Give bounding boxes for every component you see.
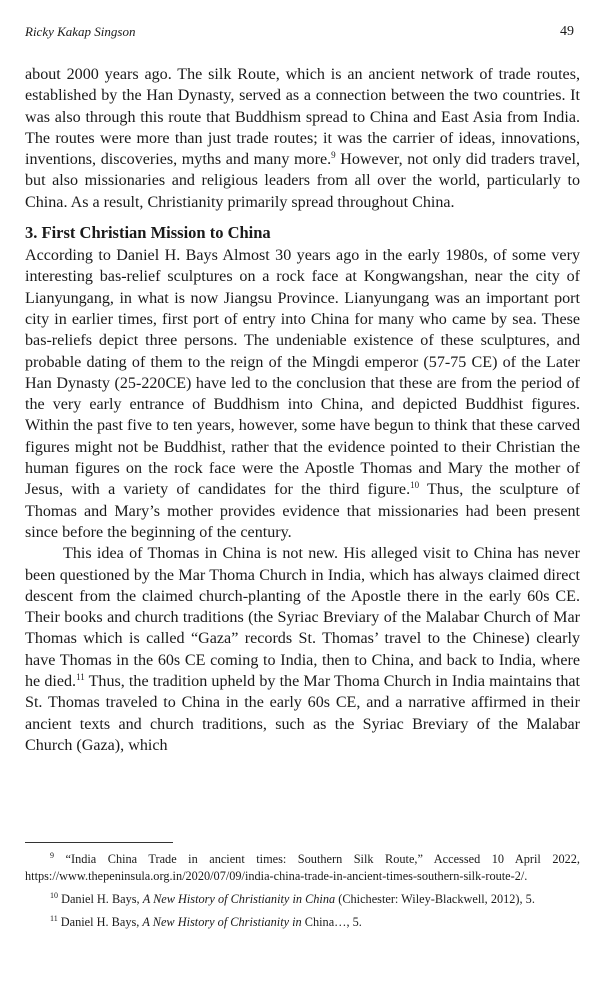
running-header-author: Ricky Kakap Singson [25,24,136,39]
footnote-citation-author: Daniel H. Bays, [60,915,143,929]
main-text [25,64,580,756]
footnote-divider [25,842,173,843]
paragraph-kongwangshan [25,245,580,543]
footnote-number: 9 [50,851,54,860]
paragraph-text: According to Daniel H. Bays Almost 30 years ago in the early 1980s, of some very interesting bas-relief sculptures on a rock face at Kongwangshan, near the city of Lianyungang, in what is now Jiangsu Province. Lianyungang was an important port city in earlier times, first port of entry into China for many who came by sea. These bas-reliefs depict three persons. The undeniable existence of these sculptures, and probable dating of them to the reign of the Mingdi emperor (57-75 CE) of the Later Han Dynasty (25-220CE) have led to the conclusion that these are from the period of the very early entrance of Buddhism into China, and depicted Buddhist figures. Within the past five to ten years, however, some have begun to think that these carved figures might not be Buddhist, rather that the evidence pointed to their Christian the human figures on the rock face were the Apostle Thomas and Mary the mother of Jesus, with a variety of candidates for the third figure. [25,247,580,499]
paragraph-text-tail: Thus, the sculpture of Thomas and Mary’s mother provides evidence that missionaries had been present since before the beginning of the century. [25,481,581,541]
running-header [25,24,574,44]
page-number: 49 [560,24,574,39]
footnote-citation-title: A New History of Christianity in China [142,892,336,906]
paragraph-text: This idea of Thomas in China is not new. His alleged visit to China has never been questioned by the Mar Thoma Church in India, which has always claimed direct descent from the claimed church-planting of the Apostle there in the early 60s CE. Their books and church traditions (the Syriac Breviary of the Malabar Church of Mar Thomas which is called “Gaza” records St. Thomas’ travel to the Chinese) clearly have Thomas in the 60s CE coming to India, then to China, and back to India, where he died. [25,545,580,691]
footnote-citation-details: (Chichester: Wiley-Blackwell, 2012), 5. [335,892,535,906]
paragraph-text-tail: Thus, the tradition upheld by the Mar Thoma Church in India maintains that St. Thomas traveled to China in the early 60s CE, and a narrative affirmed in their ancient texts and church traditions, such as the Syriac Breviary of the Malabar Church (Gaza), which [25,673,580,754]
paragraph-silk-route [25,64,580,213]
footnote-ref-10[interactable]: 10 [410,480,420,491]
footnote-text: “India China Trade in ancient times: Southern Silk Route,” Accessed 10 April 2022, https://www.thepeninsula.org.in/2020/07/09/india-china-trade-in-ancient-times-southern-silk-route-2/. [25,852,580,883]
footnote-11 [25,914,580,931]
footnote-citation-author: Daniel H. Bays, [61,892,143,906]
footnote-citation-details: China…, 5. [301,915,362,929]
paragraph-text: about 2000 years ago. The silk Route, which is an ancient network of trade routes, established by the Han Dynasty, served as a connection between the two countries. It was also through this route that Buddhism spread to China and East Asia from India. The routes were more than just trade routes; it was the carrier of ideas, innovations, inventions, discoveries, myths and many more. [25,66,580,169]
footnote-9 [25,851,580,885]
paragraph-text-tail: However, not only did traders travel, but also missionaries and religious leaders from all over the world, particularly to China. As a result, Christianity primarily spread throughout China. [25,151,580,211]
section-heading: 3. First Christian Mission to China [25,223,271,243]
footnote-citation-title: A New History of Christianity in [142,915,302,929]
paragraph-thomas-in-china [25,543,580,756]
footnote-number: 11 [50,914,58,923]
footnote-ref-9[interactable]: 9 [331,150,336,161]
footnote-ref-11[interactable]: 11 [76,672,85,683]
footnotes [25,851,580,937]
footnote-10 [25,891,580,908]
footnote-number: 10 [50,891,58,900]
